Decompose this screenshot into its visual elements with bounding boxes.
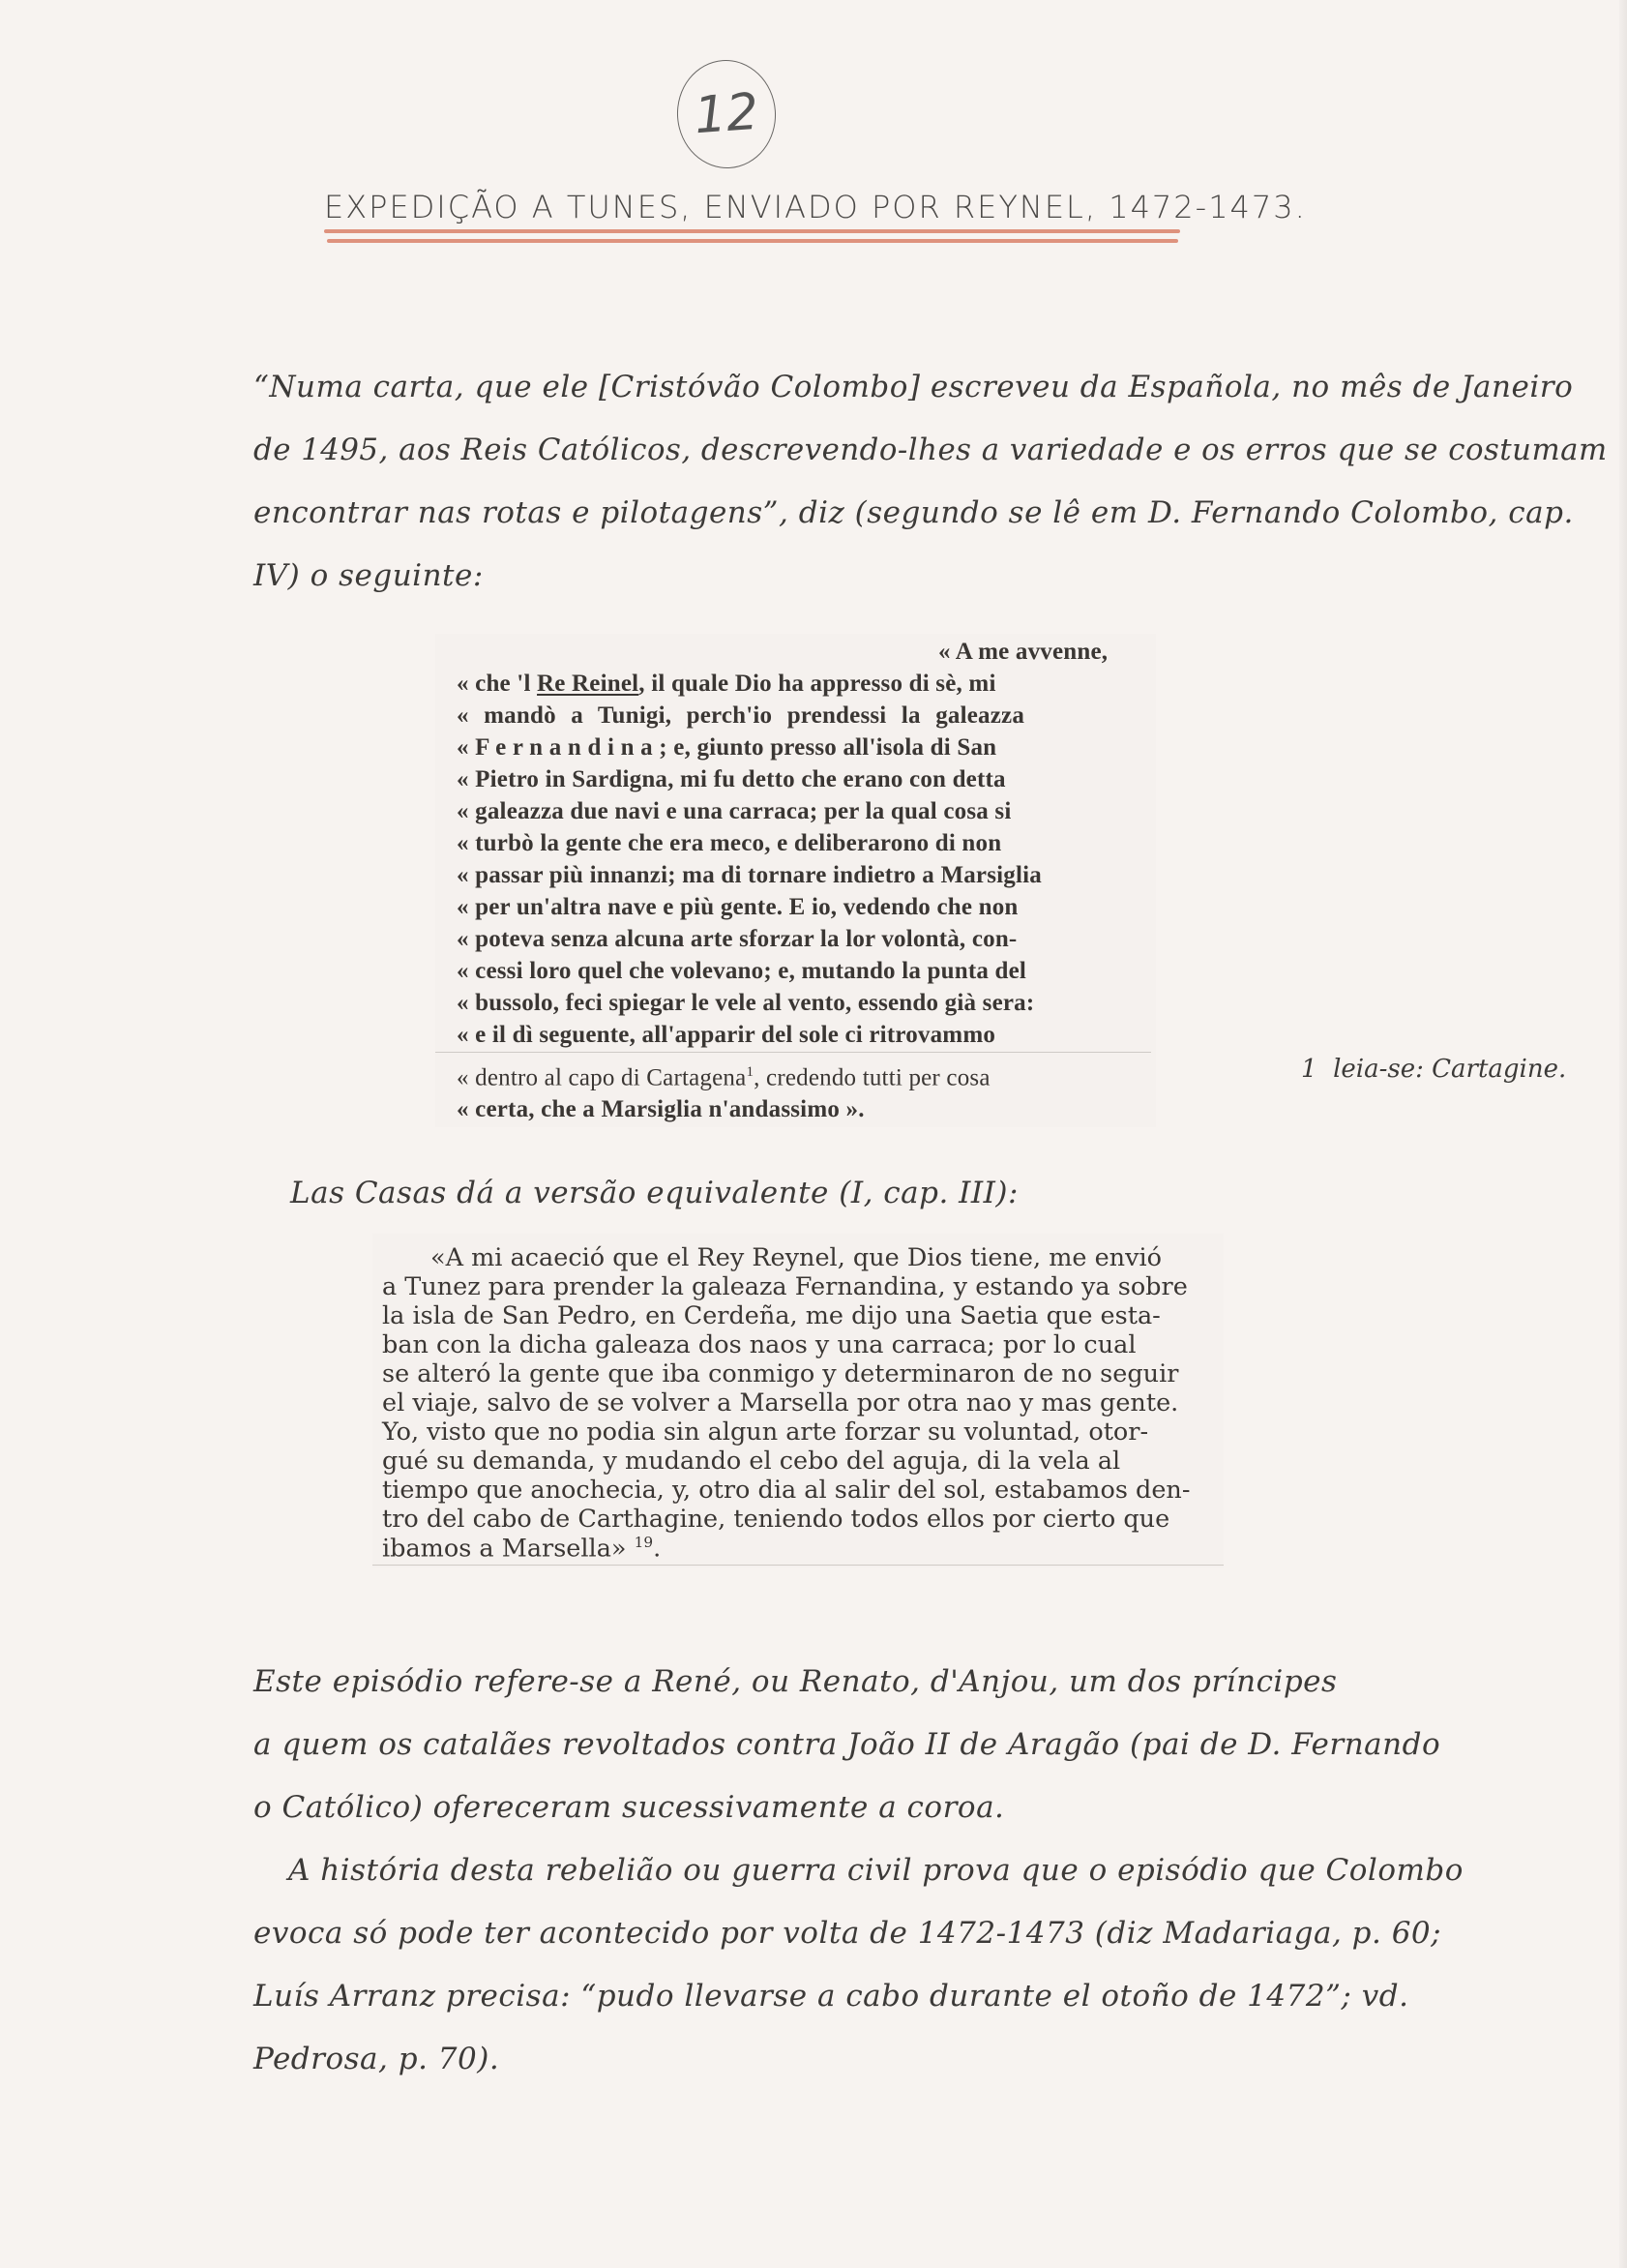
title-underline-1 — [324, 229, 1180, 233]
paper-edge — [1619, 0, 1627, 2268]
italian-quote-text: « che 'l — [457, 671, 538, 697]
italian-quote-line: « poteva senza alcuna arte sforzar la lor volontà, con- — [457, 926, 1018, 952]
italian-quote-line: « galeazza due navi e una carraca; per la qual cosa si — [457, 798, 1012, 824]
spanish-quote-line: la isla de San Pedro, en Cerdeña, me dijo una Saetia que esta- — [382, 1301, 1161, 1330]
page-number-circle — [673, 57, 780, 172]
italian-quote-line: « per un'altra nave e più gente. E io, vedendo che non — [457, 894, 1019, 920]
italian-quote-line: « A me avvenne, — [938, 639, 1109, 665]
re-reinel-underlined: Re Reinel — [537, 671, 639, 697]
italian-quote-line: « passar più innanzi; ma di tornare indietro a Marsiglia — [457, 862, 1042, 888]
spanish-quote-line: se alteró la gente que iba conmigo y determinaron de no seguir — [382, 1359, 1179, 1388]
clipping-bottom-edge — [372, 1565, 1224, 1566]
italian-quote-line: « bussolo, feci spiegar le vele al vento, essendo già sera: — [457, 990, 1035, 1016]
commentary-line-3: o Católico) ofereceram sucessivamente a coroa. — [253, 1790, 1005, 1825]
italian-quote-text: « dentro al capo di Cartagena — [457, 1064, 747, 1091]
italian-quote-line: « Pietro in Sardigna, mi fu detto che erano con detta — [457, 766, 1006, 792]
commentary-line-2: a quem os catalães revoltados contra João II de Aragão (pai de D. Fernando — [253, 1727, 1441, 1762]
spanish-quote-line: Yo, visto que no podia sin algun arte forzar su voluntad, otor- — [382, 1418, 1149, 1447]
italian-quote-line: « e il dì seguente, all'apparir del sole ci ritrovammo — [457, 1022, 996, 1048]
intro-line-2: de 1495, aos Reis Católicos, descrevendo-lhes a variedade e os erros que se costumam — [253, 433, 1608, 467]
italian-quote-line: « cessi loro quel che volevano; e, mutando la punta del — [457, 958, 1027, 984]
italian-quote-text: , il quale Dio ha appresso di sè, mi — [638, 671, 996, 697]
italian-quote-line: « mandò a Tunigi, perch'io prendessi la galeazza — [457, 702, 1025, 729]
spanish-quote-line: «A mi acaeció que el Rey Reynel, que Dios tiene, me envió — [430, 1243, 1163, 1272]
commentary-line-6: Luís Arranz precisa: “pudo llevarse a cabo durante el otoño de 1472”; vd. — [253, 1979, 1409, 2014]
italian-quote-text: , credendo tutti per cosa — [754, 1064, 991, 1091]
commentary-line-4: A história desta rebelião ou guerra civil prova que o episódio que Colombo — [288, 1853, 1464, 1888]
footnote-marker: 1 — [746, 1064, 754, 1080]
las-casas-intro: Las Casas dá a versão equivalente (I, cap. III): — [290, 1176, 1019, 1210]
footnote-ref: 19 — [634, 1534, 654, 1551]
commentary-line-7: Pedrosa, p. 70). — [253, 2042, 500, 2076]
italian-quote-line: « F e r n a n d i n a ; e, giunto presso all'isola di San — [457, 734, 997, 761]
intro-line-4: IV) o seguinte: — [253, 558, 484, 593]
spanish-quote-line: ban con la dicha galeaza dos naos y una carraca; por lo cual — [382, 1330, 1137, 1359]
spanish-quote-text: ibamos a Marsella» — [382, 1534, 627, 1564]
spanish-quote-line: el viaje, salvo de se volver a Marsella por otra nao y mas gente. — [382, 1388, 1179, 1418]
clipping-seam — [435, 1052, 1151, 1053]
spanish-quote-line: a Tunez para prender la galeaza Fernandina, y estando ya sobre — [382, 1272, 1188, 1301]
margin-note — [1301, 1055, 1566, 1084]
spanish-quote-line: ibamos a Marsella» $^{19}$. — [382, 1534, 662, 1564]
margin-note-text: leia-se: Cartagine. — [1333, 1055, 1567, 1084]
spanish-quote-line: gué su demanda, y mudando el cebo del aguja, di la vela al — [382, 1447, 1121, 1476]
spanish-quote-line: tro del cabo de Carthagine, teniendo todos ellos por cierto que — [382, 1505, 1170, 1534]
italian-quote-line: « certa, che a Marsiglia n'andassimo ». — [457, 1096, 865, 1122]
commentary-line-5: evoca só pode ter acontecido por volta de 1472-1473 (diz Madariaga, p. 60; — [253, 1916, 1442, 1951]
margin-note-marker: 1 — [1301, 1055, 1317, 1084]
title-underline-2 — [327, 239, 1178, 243]
intro-line-3: encontrar nas rotas e pilotagens”, diz (segundo se lê em D. Fernando Colombo, cap. — [253, 495, 1574, 530]
italian-quote-line — [457, 671, 996, 698]
intro-line-1: “Numa carta, que ele [Cristóvão Colombo] escreveu da Española, no mês de Janeiro — [253, 370, 1574, 404]
page-title: EXPEDIÇÃO A TUNES, ENVIADO POR REYNEL, 1472-1473. — [324, 189, 1307, 225]
italian-quote-line — [457, 1064, 991, 1091]
spanish-quote-line: tiempo que anochecia, y, otro dia al salir del sol, estabamos den- — [382, 1476, 1191, 1505]
page-number: 12 — [692, 82, 761, 146]
commentary-line-1: Este episódio refere-se a René, ou Renato, d'Anjou, um dos príncipes — [253, 1664, 1338, 1699]
italian-quote-line: « turbò la gente che era meco, e deliberarono di non — [457, 830, 1002, 856]
